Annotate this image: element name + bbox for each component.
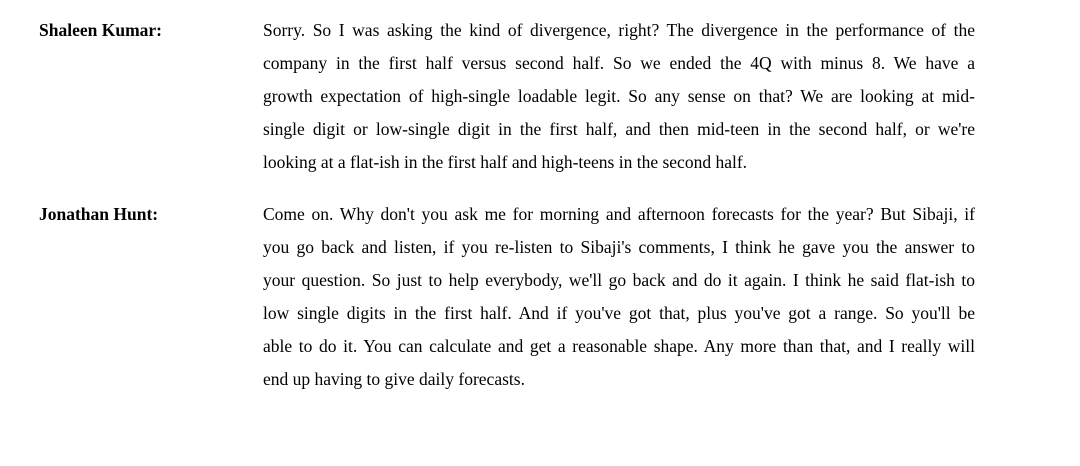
speaker-name: Shaleen Kumar: — [39, 20, 162, 40]
speech-line: low single digits in the first half. And if you've got that, plus you've got a range. So you'll be — [263, 303, 975, 323]
speech-line: Come on. Why don't you ask me for morning and afternoon forecasts for the year? But Sibaji, if — [263, 204, 975, 224]
speaker-name: Jonathan Hunt: — [39, 204, 159, 224]
speech-text — [263, 14, 975, 179]
speech-text — [263, 198, 975, 396]
speech-line: your question. So just to help everybody, we'll go back and do it again. I think he said flat-ish to — [263, 270, 975, 290]
speech-line: company in the first half versus second half. So we ended the 4Q with minus 8. We have a — [263, 53, 975, 73]
speech-line: growth expectation of high-single loadable legit. So any sense on that? We are looking at mid- — [263, 86, 975, 106]
speech-line: looking at a flat-ish in the first half and high-teens in the second half. — [263, 152, 748, 172]
speech-line: single digit or low-single digit in the first half, and then mid-teen in the second half, or we're — [263, 119, 975, 139]
speech-line: you go back and listen, if you re-listen to Sibaji's comments, I think he gave you the answer to — [263, 237, 975, 257]
speech-line: end up having to give daily forecasts. — [263, 369, 525, 389]
speech-line: able to do it. You can calculate and get a reasonable shape. Any more than that, and I really will — [263, 336, 975, 356]
speech-line: Sorry. So I was asking the kind of divergence, right? The divergence in the performance of the — [263, 20, 975, 40]
